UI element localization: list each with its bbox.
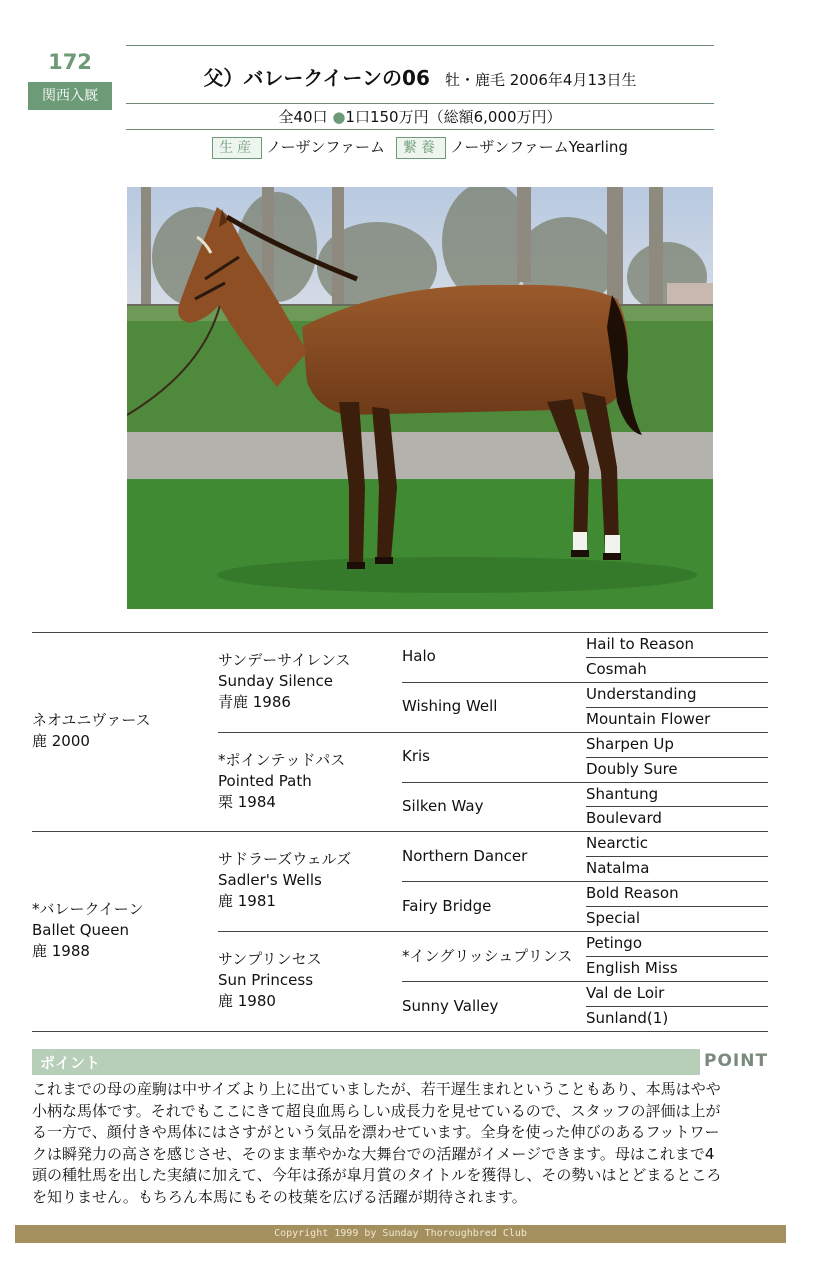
pedigree-rule-g3-4 <box>402 981 768 982</box>
pedigree-g2-entry: サンプリンセス Sun Princess 鹿 1980 <box>218 950 322 1010</box>
pedigree-g4-entry: Hail to Reason <box>586 635 695 653</box>
pedigree-g3-entry: Halo <box>402 647 436 665</box>
pedigree-g3-entry: Silken Way <box>402 797 484 815</box>
pedigree-rule-g2-2 <box>218 931 768 932</box>
horse-sex-color-birth: 牡・鹿毛 2006年4月13日生 <box>444 71 637 89</box>
pedigree-sire: ネオユニヴァース 鹿 2000 <box>32 711 151 750</box>
pedigree-g2-entry: サドラーズウェルズ Sadler's Wells 鹿 1981 <box>218 850 352 910</box>
pedigree-g2-entry: サンデーサイレンス Sunday Silence 青鹿 1986 <box>218 651 351 711</box>
breeder-tag: 生産 <box>212 137 262 159</box>
pedigree-g4-entry: Shantung <box>586 785 659 803</box>
pedigree-g4-entry: Understanding <box>586 685 697 703</box>
pedigree-g4-entry: Cosmah <box>586 660 647 678</box>
pedigree-g4-entry: Natalma <box>586 859 650 877</box>
point-text-line: 小柄な馬体です。それでもここにきて超良血馬らしい成長力を見せているので、スタッフの評価は上が <box>32 1101 721 1120</box>
share-price: 1口150万円（総額6,000万円） <box>345 108 562 126</box>
point-text-line: を知りません。もちろん本馬にもその枝葉を広げる活躍が期待されます。 <box>32 1187 527 1206</box>
lot-number: 172 <box>48 50 92 74</box>
breeder-name: ノーザンファーム <box>266 138 386 156</box>
header-rule-top <box>126 45 714 46</box>
point-text-line: クは瞬発力の高さを感じさせ、そのまま華やかな大舞台での活躍がイメージできます。母はこれまで4 <box>32 1144 715 1163</box>
header-rule-bottom <box>126 129 714 130</box>
pedigree-g4-entry: Boulevard <box>586 809 662 827</box>
pedigree-g4-entry: Val de Loir <box>586 984 665 1002</box>
copyright: Copyright 1999 by Sunday Thoroughbred Club <box>274 1228 527 1239</box>
pedigree-rule-sire-dam <box>32 831 768 832</box>
pedigree-rule-g2-1 <box>218 732 768 733</box>
pedigree-g3-entry: Sunny Valley <box>402 997 499 1015</box>
point-header-bar <box>32 1049 700 1075</box>
pedigree-g4-entry: Petingo <box>586 934 642 952</box>
pedigree-g2-entry: *ポインテッドパス Pointed Path 栗 1984 <box>218 751 346 811</box>
pedigree-rule-bottom <box>32 1031 768 1032</box>
pedigree-g4-entry: Sunland(1) <box>586 1009 669 1027</box>
point-label-en: POINT <box>704 1051 769 1071</box>
pedigree-rule-g3-1 <box>402 682 768 683</box>
horse-title <box>126 62 714 91</box>
bullet-icon: ● <box>332 108 346 126</box>
pedigree-g4-entry: Bold Reason <box>586 884 679 902</box>
pedigree-g4-entry: Sharpen Up <box>586 735 674 753</box>
point-text <box>32 1079 772 1208</box>
pedigree-g3-entry: Kris <box>402 747 430 765</box>
share-info <box>126 106 714 127</box>
pedigree-g4-entry: Nearctic <box>586 834 649 852</box>
pedigree-g4-entry: Mountain Flower <box>586 710 711 728</box>
pedigree-g4-entry: Special <box>586 909 641 927</box>
point-text-line: る一方で、顔付きや馬体にはさすがという気品を漂わせています。全身を使った伸びのあるフットワー <box>32 1123 720 1141</box>
farm-info <box>126 136 714 159</box>
header-rule-mid <box>126 103 714 104</box>
horse-photo <box>127 187 713 609</box>
horse-name: 父）バレークイーンの06 <box>203 66 430 90</box>
pedigree-g3-entry: Fairy Bridge <box>402 897 492 915</box>
pedigree-g4-entry: Doubly Sure <box>586 760 678 778</box>
region-badge: 関西入厩 <box>28 82 112 110</box>
pedigree-g3-entry: Northern Dancer <box>402 847 528 865</box>
pedigree-dam: *バレークイーン Ballet Queen 鹿 1988 <box>32 900 144 960</box>
point-text-line: 頭の種牡馬を出した実績に加えて、今年は孫が皐月賞のタイトルを獲得し、その勢いはとどまるところ <box>32 1166 722 1184</box>
pedigree-rule-g3-3 <box>402 881 768 882</box>
point-label: ポイント <box>40 1054 101 1072</box>
rearer-name: ノーザンファームYearling <box>449 138 628 156</box>
pedigree-g3-entry: Wishing Well <box>402 697 498 715</box>
pedigree-g4-entry: English Miss <box>586 959 678 977</box>
pedigree-rule-g3-2 <box>402 782 768 783</box>
rearer-tag: 繋養 <box>396 137 446 159</box>
point-text-line: これまでの母の産駒は中サイズより上に出ていましたが、若干遅生まれということもあり、本馬はやや <box>32 1080 721 1098</box>
pedigree-g3-entry: *イングリッシュプリンス <box>402 947 573 965</box>
share-count: 全40口 <box>278 108 328 126</box>
